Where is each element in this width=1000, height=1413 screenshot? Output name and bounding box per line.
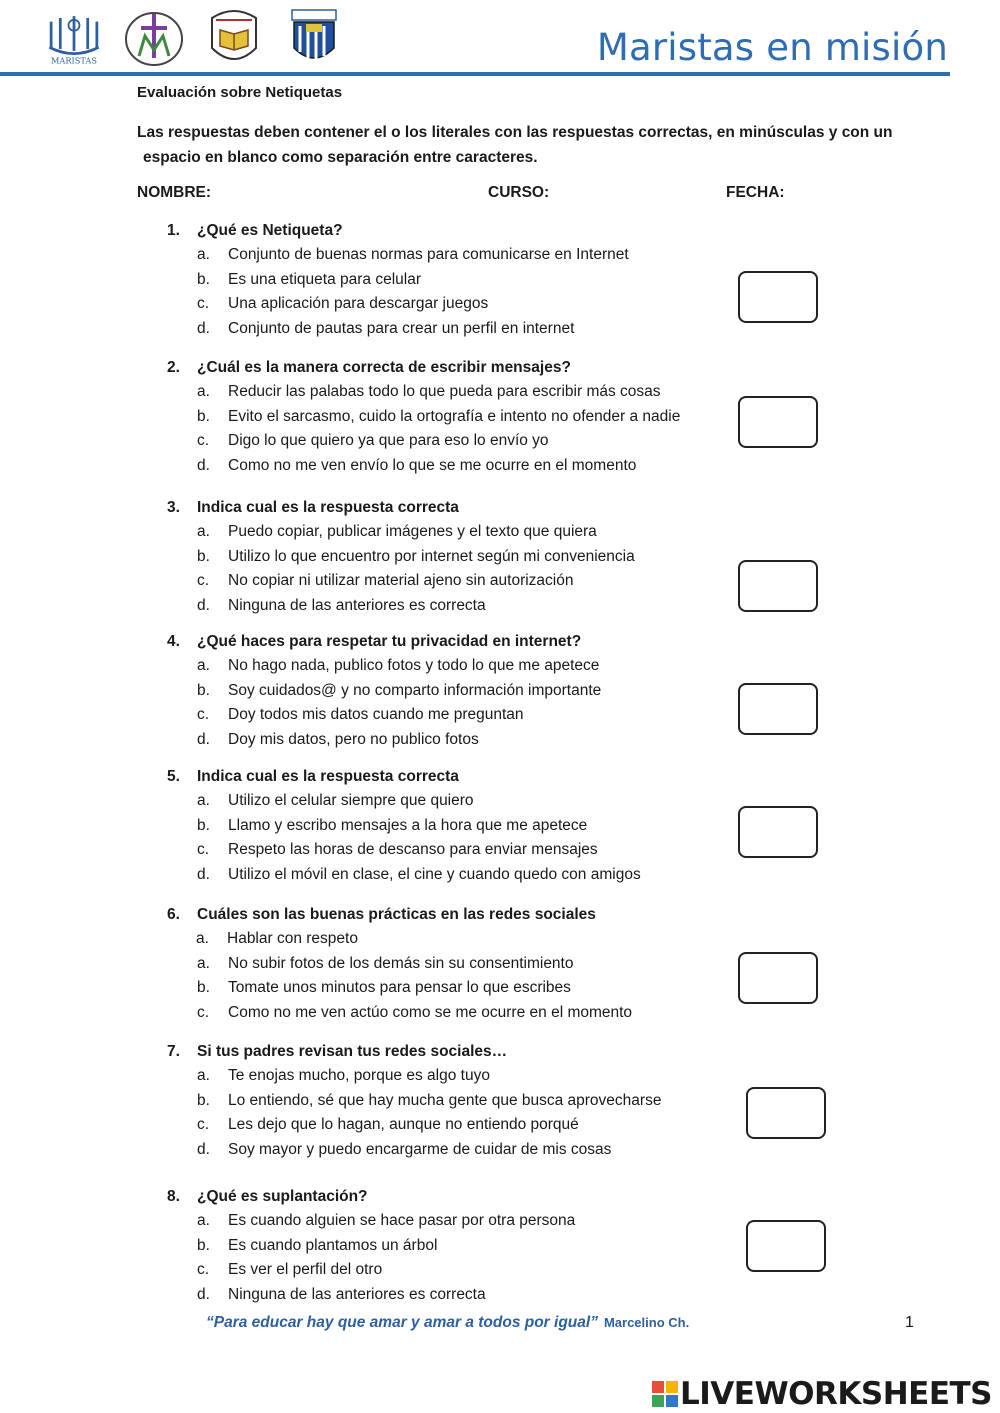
answer-box-5[interactable] (738, 806, 818, 858)
option: a. Te enojas mucho, porque es algo tuyo (197, 1067, 490, 1084)
question-number: 2. (167, 359, 180, 376)
answer-box-3[interactable] (738, 560, 818, 612)
date-field-label: FECHA: (726, 184, 785, 201)
option: d. Conjunto de pautas para crear un perfil en internet (197, 319, 575, 337)
question-5 (167, 764, 641, 887)
answer-box-1[interactable] (738, 271, 818, 323)
maristas-logo (42, 9, 106, 69)
question-6 (167, 902, 632, 1025)
option: b. Llamo y escribo mensajes a la hora que me apetece (197, 816, 588, 834)
question-number: 5. (167, 768, 180, 785)
liveworksheets-watermark (652, 1376, 992, 1412)
question-7 (167, 1039, 661, 1162)
option: d. Soy mayor y puedo encargarme de cuidar de mis cosas (197, 1140, 612, 1158)
option: c. Doy todos mis datos cuando me preguntan (197, 706, 524, 723)
option: a. No subir fotos de los demás sin su consentimiento (197, 954, 574, 972)
question-2 (167, 355, 680, 478)
answer-box-4[interactable] (738, 683, 818, 735)
question-8 (167, 1184, 575, 1307)
question-4 (167, 629, 601, 752)
header-rule (0, 72, 950, 76)
question-1 (167, 218, 629, 341)
question-number: 1. (167, 222, 180, 239)
header-logos (42, 8, 346, 70)
question-number: 4. (167, 633, 180, 650)
option: b. Utilizo lo que encuentro por internet según mi conveniencia (197, 547, 635, 565)
option: c. Digo lo que quiero ya que para eso lo envío yo (197, 432, 549, 449)
quote-text: “Para educar hay que amar y amar a todos por igual” (206, 1314, 598, 1331)
option: b. Evito el sarcasmo, cuido la ortografía e intento no ofender a nadie (197, 407, 681, 425)
option: c. Es ver el perfil del otro (197, 1261, 383, 1278)
option: c. Como no me ven actúo como se me ocurre en el momento (197, 1003, 633, 1021)
quote-author: Marcelino Ch. (603, 1315, 690, 1330)
option: b. Lo entiendo, sé que hay mucha gente que busca aprovecharse (197, 1091, 662, 1109)
shield-crest-logo (282, 9, 346, 69)
option: c. Una aplicación para descargar juegos (197, 295, 489, 312)
watermark-text: LIVEWORKSHEETS (680, 1376, 992, 1412)
question-3 (167, 495, 635, 618)
document-title: Evaluación sobre Netiquetas (137, 84, 343, 101)
option: b. Soy cuidados@ y no comparto información importante (197, 681, 602, 699)
question-text: Indica cual es la respuesta correcta (197, 768, 459, 785)
question-number: 8. (167, 1188, 180, 1205)
instructions-line-1: Las respuestas deben contener el o los literales con las respuestas correctas, en minúsculas y con un (137, 124, 893, 141)
option: a. Utilizo el celular siempre que quiero (197, 792, 474, 809)
option: d. Ninguna de las anteriores es correcta (197, 1285, 486, 1303)
name-field-label: NOMBRE: (137, 184, 212, 201)
option: a. No hago nada, publico fotos y todo lo que me apetece (197, 657, 600, 674)
option: c. No copiar ni utilizar material ajeno sin autorización (197, 572, 574, 589)
answer-box-7[interactable] (746, 1087, 826, 1139)
instructions-line-2: espacio en blanco como separación entre caracteres. (143, 149, 538, 166)
question-text: ¿Qué haces para respetar tu privacidad en internet? (197, 633, 582, 650)
question-number: 6. (167, 906, 180, 923)
option: c. Les dejo que lo hagan, aunque no entiendo porqué (197, 1116, 579, 1133)
option: b. Es una etiqueta para celular (197, 270, 422, 288)
question-number: 3. (167, 499, 180, 516)
svg-text:MARISTAS: MARISTAS (50, 55, 98, 66)
option: d. Doy mis datos, pero no publico fotos (197, 730, 479, 748)
option: b. Tomate unos minutos para pensar lo que escribes (197, 979, 571, 996)
question-text: ¿Cuál es la manera correcta de escribir mensajes? (197, 359, 571, 376)
option: a. Conjunto de buenas normas para comunicarse en Internet (197, 246, 629, 263)
option: a. Reducir las palabas todo lo que pueda para escribir más cosas (197, 383, 661, 400)
answer-box-6[interactable] (738, 952, 818, 1004)
liveworksheets-icon (652, 1381, 678, 1407)
option: a. Hablar con respeto (196, 930, 358, 947)
option: c. Respeto las horas de descanso para enviar mensajes (197, 841, 598, 858)
question-text: Si tus padres revisan tus redes sociales… (197, 1043, 508, 1060)
option: b. Es cuando plantamos un árbol (197, 1236, 438, 1254)
option: d. Ninguna de las anteriores es correcta (197, 596, 486, 614)
brand-title: Maristas en misión (596, 26, 948, 69)
option: d. Utilizo el móvil en clase, el cine y cuando quedo con amigos (197, 865, 641, 883)
answer-box-2[interactable] (738, 396, 818, 448)
question-text: ¿Qué es Netiqueta? (197, 222, 343, 239)
book-crest-logo (202, 9, 266, 69)
option: d. Como no me ven envío lo que se me ocurre en el momento (197, 456, 637, 474)
page-number: 1 (905, 1314, 914, 1331)
question-text: Indica cual es la respuesta correcta (197, 499, 459, 516)
course-field-label: CURSO: (488, 184, 550, 201)
question-text: ¿Qué es suplantación? (197, 1188, 368, 1205)
question-text: Cuáles son las buenas prácticas en las redes sociales (197, 906, 596, 923)
instructions (137, 120, 927, 170)
cross-m-logo (122, 9, 186, 69)
footer-quote (206, 1314, 689, 1332)
question-number: 7. (167, 1043, 180, 1060)
option: a. Puedo copiar, publicar imágenes y el texto que quiera (197, 523, 597, 540)
answer-box-8[interactable] (746, 1220, 826, 1272)
option: a. Es cuando alguien se hace pasar por otra persona (197, 1212, 576, 1229)
